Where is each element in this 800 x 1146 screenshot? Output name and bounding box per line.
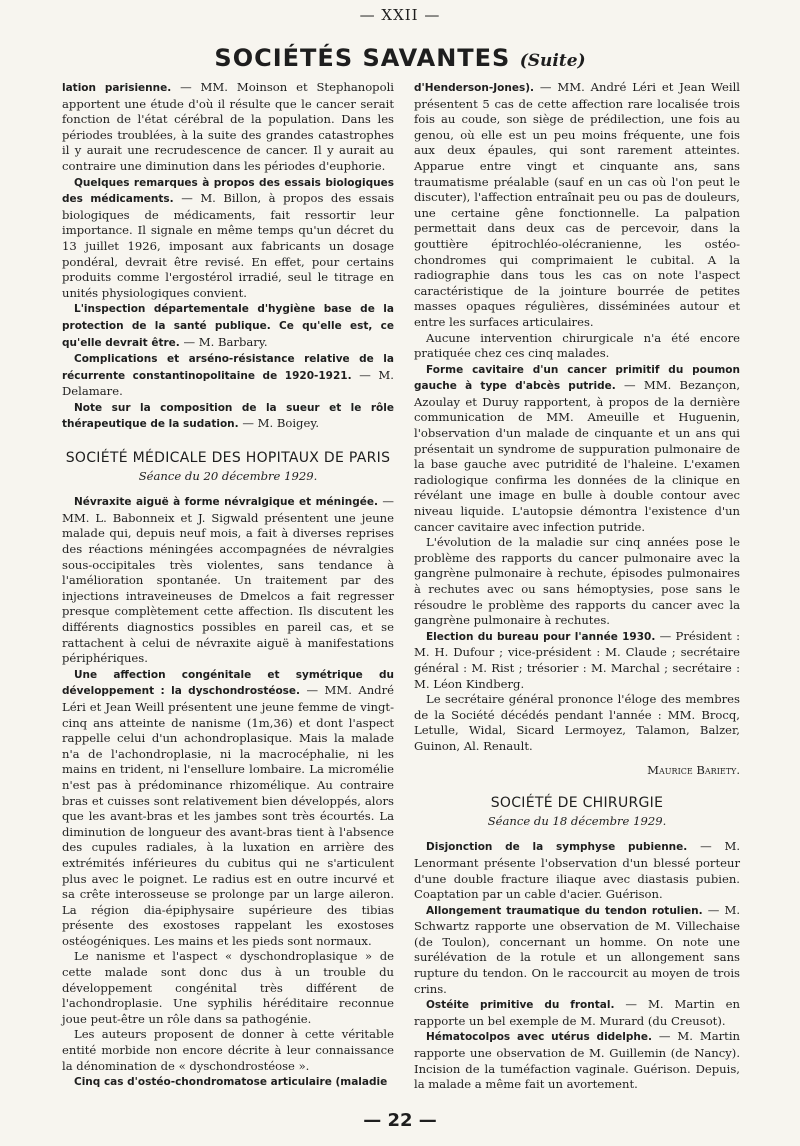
left-column	[62, 80, 395, 1089]
paragraph	[62, 949, 394, 1027]
paragraph-heading: Disjonction de la symphyse pubienne.	[426, 841, 688, 854]
paragraph-text: — Président : M. H. Dufour ; vice-président : M. Claude ; secrétaire général : M. Rist ; trésorier : M. Marchal ; secrétaire : M. Léon Kindberg.	[414, 628, 740, 691]
paragraph-heading: Election du bureau pour l'année 1930.	[426, 630, 656, 643]
section-title: SOCIÉTÉ DE CHIRURGIE	[490, 795, 664, 812]
section-title: SOCIÉTÉ MÉDICALE DES HOPITAUX DE PARIS	[65, 450, 391, 467]
paragraph	[414, 903, 740, 998]
paragraph	[62, 301, 394, 351]
paragraph-text: — MM. Bezançon, Azoulay et Duruy rapportent, à propos de la dernière communication de MM. Ameuille et Huguenin, l'observation d'un malade de cinquante et un ans qui présentait un syndrome de suppuration pulmonaire de la base gauche avec putridité de l'haleine. L'examen radiologique confirma les données de la clinique en révélant une image en bulle à double contour avec niveau liquide. L'autopsie démontra l'existence d'un cancer cavitaire avec infection putride.	[414, 378, 741, 534]
paragraph-heading: Quelques remarques à propos des essais biologiques des médicaments.	[62, 176, 394, 206]
paragraph-heading: Névraxite aiguë à forme névralgique et méningée.	[74, 496, 378, 509]
paragraph-heading: Cinq cas d'ostéo-chondromatose articulaire (maladie	[74, 1076, 388, 1089]
paragraph-text: Les auteurs proposent de donner à cette véritable entité morbide non encore décrite à leur connaissance la dénomination de « dyschondrostéose ».	[62, 1027, 394, 1073]
paragraph	[414, 692, 740, 754]
paragraph-text: — M. Schwartz rapporte une observation de M. Villechaise (de Toulon), concernant un homme. On note une surélévation de la rotule et un allongement sans rupture du tendon. On le raccourcit au moyen de trois crins.	[414, 902, 741, 996]
paragraph-text: Le nanisme et l'aspect « dyschondroplasique » de cette malade sont donc dus à un trouble du développement congénital très différent de l'achondroplasie. Une syphilis héréditaire reconnue joue peut-être un rôle dans sa pathogénie.	[62, 949, 394, 1026]
paragraph	[62, 351, 394, 400]
paragraph	[414, 839, 740, 902]
page-number: — 22 —	[363, 1110, 437, 1131]
section-date: Séance du 20 décembre 1929.	[138, 468, 318, 483]
paragraph	[414, 362, 740, 536]
roman-page-number: — XXII —	[359, 6, 441, 24]
title-text: SOCIÉTÉS SAVANTES	[214, 44, 511, 72]
paragraph	[62, 1074, 394, 1091]
paragraph-text: — M. Martin rapporte une observation de M. Guillemin (de Nancy). Incision de la tuméfaction vaginale. Guérison. Depuis, la malade a même fait un avortement.	[414, 1029, 740, 1092]
paragraph-text: — M. Boigey.	[242, 416, 320, 431]
paragraph-heading: d'Henderson-Jones).	[414, 82, 534, 94]
title-suite: (Suite)	[519, 51, 586, 71]
paragraph	[414, 1029, 740, 1092]
paragraph-text: Le secrétaire général prononce l'éloge des membres de la Société décédés pendant l'année : MM. Brocq, Letulle, Widal, Sicard Lermoyez, Talamon, Balzer, Guinon, Al. Renault.	[414, 692, 740, 753]
paragraph	[62, 175, 394, 302]
paragraph-text: — M. Delamare.	[62, 367, 394, 399]
paragraph-heading: lation parisienne.	[62, 82, 172, 94]
paragraph-text: Aucune intervention chirurgicale n'a été encore pratiquée chez ces cinq malades.	[414, 330, 740, 361]
author-signature: Maurice Bariety.	[647, 762, 740, 777]
paragraph-text: — M. Lenormant présente l'observation d'un blessé porteur d'une double fracture iliaque avec diastasis pubien. Coaptation par un cable d'acier. Guérison.	[414, 839, 740, 902]
paragraph-heading: Ostéite primitive du frontal.	[426, 999, 615, 1012]
paragraph-text: — M. Barbary.	[183, 334, 268, 349]
right-column	[414, 80, 741, 1092]
paragraph	[414, 535, 740, 629]
paragraph	[62, 494, 394, 667]
paragraph	[414, 331, 740, 362]
paragraph	[414, 80, 740, 331]
section-date: Séance du 18 décembre 1929.	[487, 813, 667, 828]
paragraph-text: L'évolution de la maladie sur cinq années pose le problème des rapports du cancer pulmonaire avec la gangrène pulmonaire à rechute, épisodes pulmonaires à rechutes avec ou sans hémoptysies, pose sans le résoudre le problème des rapports du cancer avec la gangrène pulmonaire à rechutes.	[414, 535, 740, 628]
paragraph-heading: Complications et arséno-résistance relative de la récurrente constantinopolitaine de 1920-1921.	[62, 353, 394, 382]
paragraph-text: — M. Billon, à propos des essais biologiques de médicaments, fait ressortir leur importance. Il signale en même temps qu'un décret du 13 juillet 1926, imposant aux fabricants un dosage pondéral, devrait être revisé. En effet, pour certains produits comme l'ergostérol irradié, seul le titrage en unités physiologiques convient.	[62, 191, 395, 300]
paragraph-heading: Une affection congénitale et symétrique du développement : la dyschondrostéose.	[62, 668, 394, 698]
paragraph-text: — MM. André Léri et Jean Weill présentent 5 cas de cette affection rare localisée trois fois au coude, son siège de prédilection, une fois au genou, où elle est un peu moins fréquente, une fois aux deux épaules, qui sont rarement atteintes. Apparue entre vingt et cinquante ans, sans traumatisme préalable (sauf en un cas où l'on peut le discuter), l'affection entraînait peu ou pas de douleurs, une certaine gêne fonctionnelle. La palpation permettait dans deux cas de percevoir, dans la gouttière épitrochléo-olécranienne, les ostéo-chondromes qui comprimaient le cubital. A la radiographie dans tous les cas on note l'aspect caractéristique de la jointure bourrée de petites masses opaques régulières, disséminées autour et entre les surfaces articulaires.	[414, 80, 740, 329]
paragraph-heading: Hématocolpos avec utérus didelphe.	[426, 1031, 653, 1044]
paragraph-text: — MM. André Léri et Jean Weill présentent une jeune femme de vingt-cinq ans atteinte de nanisme (1m,36) et dont l'aspect rappelle celui d'un achondroplasique. Mais la malade n'a de l'achondroplasie, ni la macrocéphalie, ni les mains en trident, ni l'ensellure lombaire. La micromélie n'est pas à prédominance rhizomélique. Au contraire bras et cuisses sont relativement bien développés, alors que les avant-bras et les jambes sont très écourtés. La diminution de longueur des avant-bras tient à l'absence des cupules radiales, à la luxation en arrière des extrémités inférieures du cubitus qui ne s'articulent plus avec le poignet. Le radius est en outre incurvé et sa crête interosseuse se prolonge par un large aileron. La région dia-épiphysaire supérieure des tibias présente des exostoses rappelant les exostoses ostéogéniques. Les mains et les pieds sont normaux.	[62, 683, 394, 948]
paragraph	[414, 997, 740, 1029]
paragraph-heading: Allongement traumatique du tendon rotulien.	[426, 904, 703, 917]
paragraph-text: — MM. L. Babonneix et J. Sigwald présentent une jeune malade qui, depuis neuf mois, a fait à diverses reprises des réactions méningées accompagnées de névralgies sous-occipitales très violentes, sans tendance à l'amélioration spontanée. Un traitement par des injections intraveineuses de Dmelcos a fait regresser presque complètement cette affection. Ils discutent les différents diagnostics possibles en pareil cas, et se rattachent à celui de névraxite aiguë à manifestations périphériques.	[62, 494, 394, 666]
paragraph	[62, 1027, 394, 1074]
paragraph	[62, 80, 394, 175]
paragraph-text: — M. Martin en rapporte un bel exemple de M. Murard (du Creusot).	[414, 997, 740, 1028]
paragraph-text: — MM. Moinson et Stephanopoli apportent une étude d'où il résulte que le cancer serait fonction de l'état cérébral de la population. Dans les périodes troublées, à la suite des grandes catastrophes il y aurait une recrudescence de cancer. Il y aurait au contraire une diminution dans les périodes d'euphorie.	[62, 80, 395, 173]
page-title	[0, 44, 800, 72]
paragraph	[62, 400, 394, 433]
paragraph-heading: Note sur la composition de la sueur et le rôle thérapeutique de la sudation.	[62, 401, 394, 431]
paragraph	[414, 629, 740, 692]
paragraph-heading: Forme cavitaire d'un cancer primitif du poumon gauche à type d'abcès putride.	[414, 363, 740, 393]
paragraph-heading: L'inspection départementale d'hygiène base de la protection de la santé publique. Ce qu'elle est, ce qu'elle devrait être.	[62, 303, 394, 349]
paragraph	[62, 667, 394, 950]
